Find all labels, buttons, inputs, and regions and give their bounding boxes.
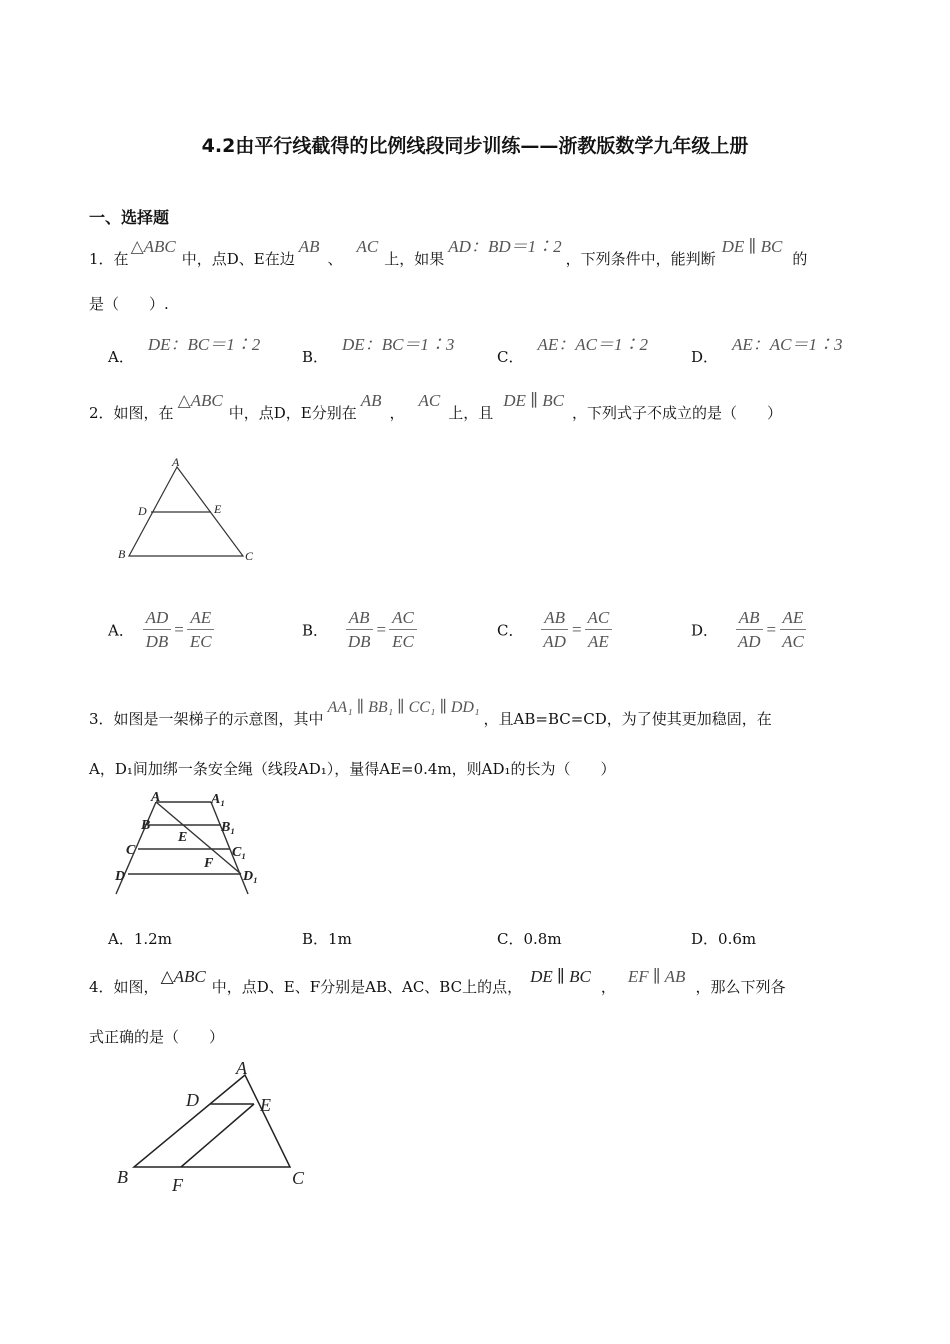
q2-math-parallel: DE ∥ BC — [503, 391, 565, 410]
numerator: AE — [780, 608, 807, 630]
vertex-label-f: F — [172, 1175, 183, 1195]
vertex-label-a: A — [172, 455, 180, 469]
q3-math-parallels: AA₁ ∥ BB₁ ∥ CC₁ ∥ DD₁ — [327, 699, 480, 716]
option-value: 1.2m — [133, 930, 172, 948]
q3-text: ，且AB=BC=CD，为了使其更加稳固，在 — [483, 710, 772, 728]
q3-option-c[interactable] — [497, 928, 562, 949]
vertex-label-a: A — [236, 1058, 247, 1078]
vertex-label-c: C — [292, 1168, 305, 1188]
denominator: EC — [189, 632, 212, 651]
q2-triangle-figure — [110, 450, 270, 570]
numerator: AD — [143, 608, 172, 630]
fraction-left — [143, 608, 172, 652]
q1-stem-line1 — [89, 237, 808, 269]
equals-sign: = — [174, 620, 184, 639]
q1-stem-line2: 是（ ）. — [89, 295, 169, 313]
vertex-label-b: B — [118, 547, 126, 561]
option-value: 0.6m — [718, 930, 757, 948]
q4-math-triangle: △ABC — [160, 967, 206, 986]
q2-stem — [89, 391, 783, 423]
denominator: DB — [347, 632, 371, 651]
vertex-label-d: D — [138, 504, 147, 518]
numerator: AB — [346, 608, 373, 630]
q4-math-ef-ab: EF ∥ AB — [627, 967, 686, 986]
q4-triangle-figure — [110, 1054, 320, 1196]
option-label: C． — [497, 621, 524, 640]
option-math: DE：BC＝1∶2 — [147, 335, 261, 354]
ladder-label-f: F — [204, 856, 214, 871]
vertex-label-c: C — [245, 549, 254, 563]
q2-math-ac: AC — [418, 391, 441, 410]
ladder-label-a1: A₁ — [211, 792, 226, 807]
fraction-left — [345, 608, 374, 652]
numerator: AC — [389, 608, 417, 630]
q2-math-ab: AB — [360, 391, 382, 410]
fraction-right — [779, 608, 807, 652]
q1-math-ab: AB — [298, 237, 320, 256]
q1-math-triangle: △ABC — [130, 237, 176, 256]
ladder-label-b: B — [141, 818, 151, 833]
option-label: B． — [302, 347, 329, 366]
q3-stem-line2: A，D₁间加绑一条安全绳（线段AD₁），量得AE=0.4m，则AD₁的长为（ ） — [89, 760, 616, 778]
q3-stem-line1 — [89, 699, 772, 729]
option-label: A． — [108, 930, 134, 948]
q4-stem-line2: 式正确的是（ ） — [89, 1028, 225, 1046]
q3-option-b[interactable] — [302, 928, 352, 949]
q3-option-d[interactable] — [691, 928, 756, 949]
q1-option-d[interactable] — [691, 330, 843, 366]
q1-option-c[interactable] — [497, 330, 648, 366]
ladder-label-b1: B₁ — [221, 820, 236, 835]
numerator: AB — [541, 608, 568, 630]
denominator: DB — [145, 632, 169, 651]
q4-stem-line1 — [89, 967, 786, 997]
option-label: B． — [302, 930, 329, 948]
option-math: AE：AC＝1∶3 — [732, 335, 843, 354]
fraction-left — [540, 608, 569, 652]
fraction-right — [187, 608, 215, 652]
q4-math-de-bc: DE ∥ BC — [530, 967, 591, 986]
q2-text: 中，点D，E分别在 — [228, 404, 357, 422]
ladder-label-d1: D₁ — [243, 869, 258, 884]
equals-sign: = — [766, 620, 777, 639]
q1-text: 在 — [113, 250, 129, 268]
equals-sign: = — [571, 620, 582, 639]
q2-text: 如图，在 — [113, 404, 174, 422]
option-math: AE：AC＝1∶2 — [537, 335, 648, 354]
q4-text: ， — [600, 978, 616, 996]
denominator: AD — [737, 632, 761, 651]
fraction-left — [735, 608, 764, 652]
ladder-label-a: A — [151, 790, 161, 805]
fraction-right — [389, 608, 417, 652]
option-math: DE：BC＝1∶3 — [342, 335, 455, 354]
denominator: AD — [543, 632, 566, 651]
option-value: 0.8m — [523, 930, 562, 948]
q2-option-d[interactable] — [691, 608, 807, 652]
denominator: AC — [782, 632, 804, 651]
option-label: D． — [691, 930, 719, 948]
q1-option-b[interactable] — [302, 330, 455, 366]
q3-text: 如图是一架梯子的示意图，其中 — [113, 710, 324, 728]
q1-math-ratio: AD：BD＝1∶2 — [448, 237, 562, 256]
option-label: C． — [497, 930, 524, 948]
q4-text: ，那么下列各 — [695, 978, 786, 996]
vertex-label-b: B — [117, 1167, 128, 1187]
vertex-label-d: D — [186, 1090, 199, 1110]
ladder-label-c: C — [126, 843, 136, 858]
numerator: AC — [585, 608, 613, 630]
option-label: D． — [691, 347, 719, 366]
option-label: C． — [497, 347, 524, 366]
numerator: AB — [736, 608, 763, 630]
option-label: B． — [302, 621, 329, 640]
q2-number: 2． — [89, 404, 114, 422]
ladder-label-c1: C₁ — [232, 845, 247, 860]
equals-sign: = — [376, 620, 387, 639]
q1-text: 上，如果 — [384, 250, 445, 268]
denominator: EC — [392, 632, 414, 651]
q1-option-a[interactable] — [108, 330, 261, 366]
section-heading: 一、选择题 — [89, 208, 170, 227]
ladder-label-d: D — [115, 869, 126, 884]
q2-math-triangle: △ABC — [177, 391, 223, 410]
q1-text: 中，点D、E在边 — [181, 250, 295, 268]
q2-text: 上，且 — [448, 404, 494, 422]
denominator: AE — [588, 632, 609, 651]
q1-text: 、 — [327, 250, 343, 268]
page-title: 4.2由平行线截得的比例线段同步训练——浙教版数学九年级上册 — [201, 135, 749, 157]
option-value: 1m — [328, 930, 352, 948]
option-label: D． — [691, 621, 719, 640]
q4-number: 4． — [89, 978, 114, 996]
vertex-label-e: E — [260, 1095, 271, 1115]
q2-text: ， — [389, 404, 405, 422]
q2-text: ，下列式子不成立的是（ ） — [572, 404, 783, 422]
q2-option-b[interactable] — [302, 608, 417, 652]
q1-text: ，下列条件中，能判断 — [565, 250, 716, 268]
vertex-label-e: E — [214, 502, 222, 516]
option-label: A． — [108, 621, 134, 640]
q3-option-a[interactable] — [108, 928, 172, 949]
q4-text: 中，点D、E、F分别是AB、AC、BC上的点， — [211, 978, 523, 996]
q4-text: 如图， — [113, 978, 159, 996]
q1-number: 1． — [89, 250, 114, 268]
q2-option-a[interactable] — [108, 608, 215, 652]
ladder-label-e: E — [178, 830, 188, 845]
fraction-right — [585, 608, 613, 652]
q1-math-ac: AC — [356, 237, 379, 256]
q3-number: 3． — [89, 710, 114, 728]
q1-math-parallel: DE ∥ BC — [721, 237, 783, 256]
numerator: AE — [187, 608, 214, 630]
option-label: A． — [108, 347, 134, 366]
q3-ladder-figure — [108, 786, 273, 896]
q2-option-c[interactable] — [497, 608, 612, 652]
q1-text: 的 — [792, 250, 808, 268]
